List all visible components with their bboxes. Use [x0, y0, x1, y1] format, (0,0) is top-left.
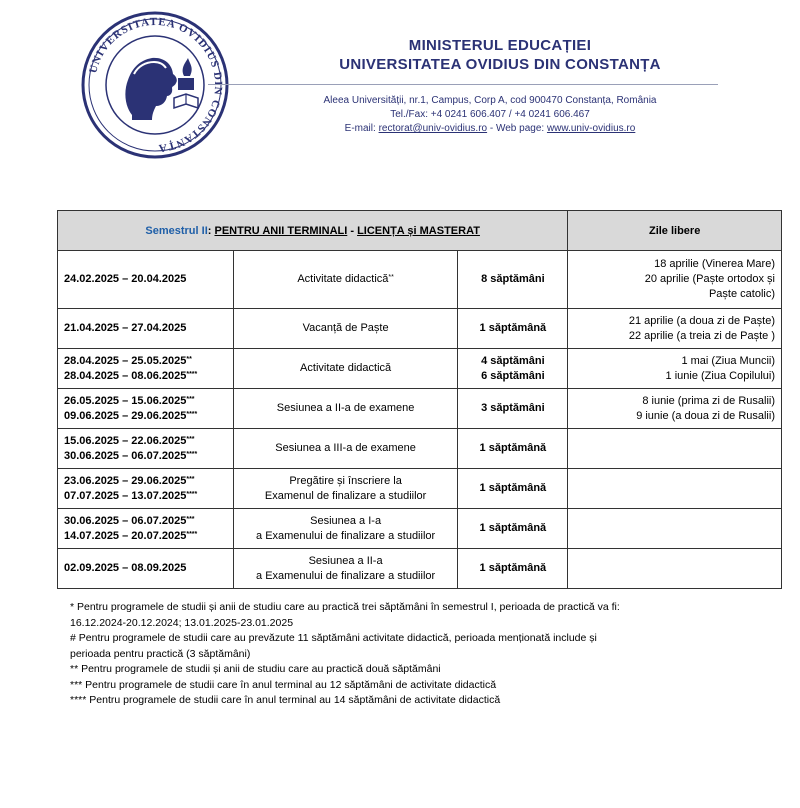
footnote-line: * Pentru programele de studii și anii de studiu care au practică trei săptămâni în semestrul I, perioada de practică va fi:: [70, 601, 620, 613]
semester-header: Semestrul II: PENTRU ANII TERMINALI - LICENȚA și MASTERAT: [58, 211, 568, 251]
footnote-marker: ***: [186, 515, 195, 523]
logo-ring-text: UNIVERSITATEA OVIDIUS D N CONSTANȚA: [87, 15, 225, 155]
header-title-block: [300, 36, 700, 74]
schedule-table: [57, 210, 782, 589]
footnote-marker: **: [186, 355, 192, 363]
activity-cell: Sesiunea a III-a de examene: [233, 429, 458, 469]
period-cell: 02.09.2025 – 08.09.2025: [58, 549, 234, 589]
period-cell: 23.06.2025 – 29.06.2025*** 07.07.2025 – 13.07.2025****: [58, 469, 234, 509]
activity-cell: Sesiunea a I-a a Examenului de finalizare a studiilor: [233, 509, 458, 549]
free-days-cell: [568, 549, 782, 589]
activity-cell: Sesiunea a II-a de examene: [233, 389, 458, 429]
email-web-line: E-mail: rectorat@univ-ovidius.ro - Web page: www.univ-ovidius.ro: [344, 123, 636, 134]
period-cell: 30.06.2025 – 06.07.2025*** 14.07.2025 – 20.07.2025****: [58, 509, 234, 549]
footnote-line: 16.12.2024-20.12.2024; 13.01.2025-23.01.2025: [70, 616, 294, 629]
university-logo: [80, 10, 230, 160]
activity-cell: Activitate didactică**: [233, 251, 458, 309]
duration-cell: 4 săptămâni 6 săptămâni: [458, 349, 568, 389]
footnotes: [70, 600, 770, 709]
footnote-marker: ***: [186, 395, 195, 403]
table-header-row: [58, 211, 782, 251]
activity-cell: Activitate didactică: [233, 349, 458, 389]
contact-block: [240, 94, 740, 136]
free-days-cell: [568, 469, 782, 509]
duration-cell: 1 săptămână: [458, 429, 568, 469]
footnote-marker: ***: [186, 435, 195, 443]
table-row: [58, 549, 782, 589]
footnote-marker: ****: [186, 490, 198, 498]
footnote-line: **** Pentru programele de studii care în anul terminal au 14 săptămâni de activitate didactică: [70, 694, 501, 706]
web-link[interactable]: www.univ-ovidius.ro: [546, 123, 636, 134]
duration-cell: 1 săptămână: [458, 509, 568, 549]
table-row: [58, 349, 782, 389]
table-row: [58, 389, 782, 429]
activity-cell: Vacanță de Paște: [233, 309, 458, 349]
free-days-cell: 8 iunie (prima zi de Rusalii) 9 iunie (a doua zi de Rusalii): [568, 389, 782, 429]
free-days-cell: 18 aprilie (Vinerea Mare) 20 aprilie (Paște ortodox și Paște catolic): [568, 251, 782, 309]
duration-cell: 8 săptămâni: [458, 251, 568, 309]
activity-cell: Sesiunea a II-a a Examenului de finalizare a studiilor: [233, 549, 458, 589]
ministry-title: MINISTERUL EDUCAȚIEI: [408, 37, 592, 54]
footnote-marker: **: [388, 274, 394, 281]
email-link[interactable]: rectorat@univ-ovidius.ro: [378, 123, 488, 134]
footnote-line: # Pentru programele de studii care au prevăzute 11 săptămâni activitate didactică, perioada menționată include și: [70, 632, 597, 644]
activity-cell: Pregătire și înscriere la Examenul de finalizare a studiilor: [233, 469, 458, 509]
free-days-cell: [568, 509, 782, 549]
period-cell: 26.05.2025 – 15.06.2025*** 09.06.2025 – 29.06.2025****: [58, 389, 234, 429]
table-row: [58, 509, 782, 549]
university-title: UNIVERSITATEA OVIDIUS DIN CONSTANȚA: [339, 56, 661, 73]
free-days-header: Zile libere: [568, 211, 782, 251]
footnote-line: *** Pentru programele de studii care în anul terminal au 12 săptămâni de activitate didactică: [70, 678, 497, 691]
footnote-marker: ****: [186, 370, 198, 378]
free-days-cell: [568, 429, 782, 469]
duration-cell: 1 săptămână: [458, 469, 568, 509]
table-row: [58, 251, 782, 309]
duration-cell: 1 săptămână: [458, 549, 568, 589]
table-row: [58, 469, 782, 509]
header-divider: [208, 84, 718, 85]
footnote-marker: ****: [186, 530, 198, 538]
duration-cell: 1 săptămână: [458, 309, 568, 349]
table-row: [58, 429, 782, 469]
telfax-line: Tel./Fax: +4 0241 606.407 / +4 0241 606.467: [390, 109, 590, 120]
footnote-marker: ****: [186, 450, 198, 458]
period-cell: 24.02.2025 – 20.04.2025: [58, 251, 234, 309]
table-row: [58, 309, 782, 349]
duration-cell: 3 săptămâni: [458, 389, 568, 429]
footnote-marker: ***: [186, 475, 195, 483]
footnote-line: perioada pentru practică (3 săptămâni): [70, 647, 251, 660]
period-cell: 21.04.2025 – 27.04.2025: [58, 309, 234, 349]
footnote-marker: ****: [186, 410, 198, 418]
period-cell: 15.06.2025 – 22.06.2025*** 30.06.2025 – 06.07.2025****: [58, 429, 234, 469]
free-days-cell: 1 mai (Ziua Muncii) 1 iunie (Ziua Copilului): [568, 349, 782, 389]
free-days-cell: 21 aprilie (a doua zi de Paște) 22 aprilie (a treia zi de Paște ): [568, 309, 782, 349]
period-cell: 28.04.2025 – 25.05.2025** 28.04.2025 – 08.06.2025****: [58, 349, 234, 389]
footnote-line: ** Pentru programele de studii și anii de studiu care au practică două săptămâni: [70, 663, 441, 675]
address-line: Aleea Universității, nr.1, Campus, Corp A, cod 900470 Constanța, România: [323, 95, 657, 106]
